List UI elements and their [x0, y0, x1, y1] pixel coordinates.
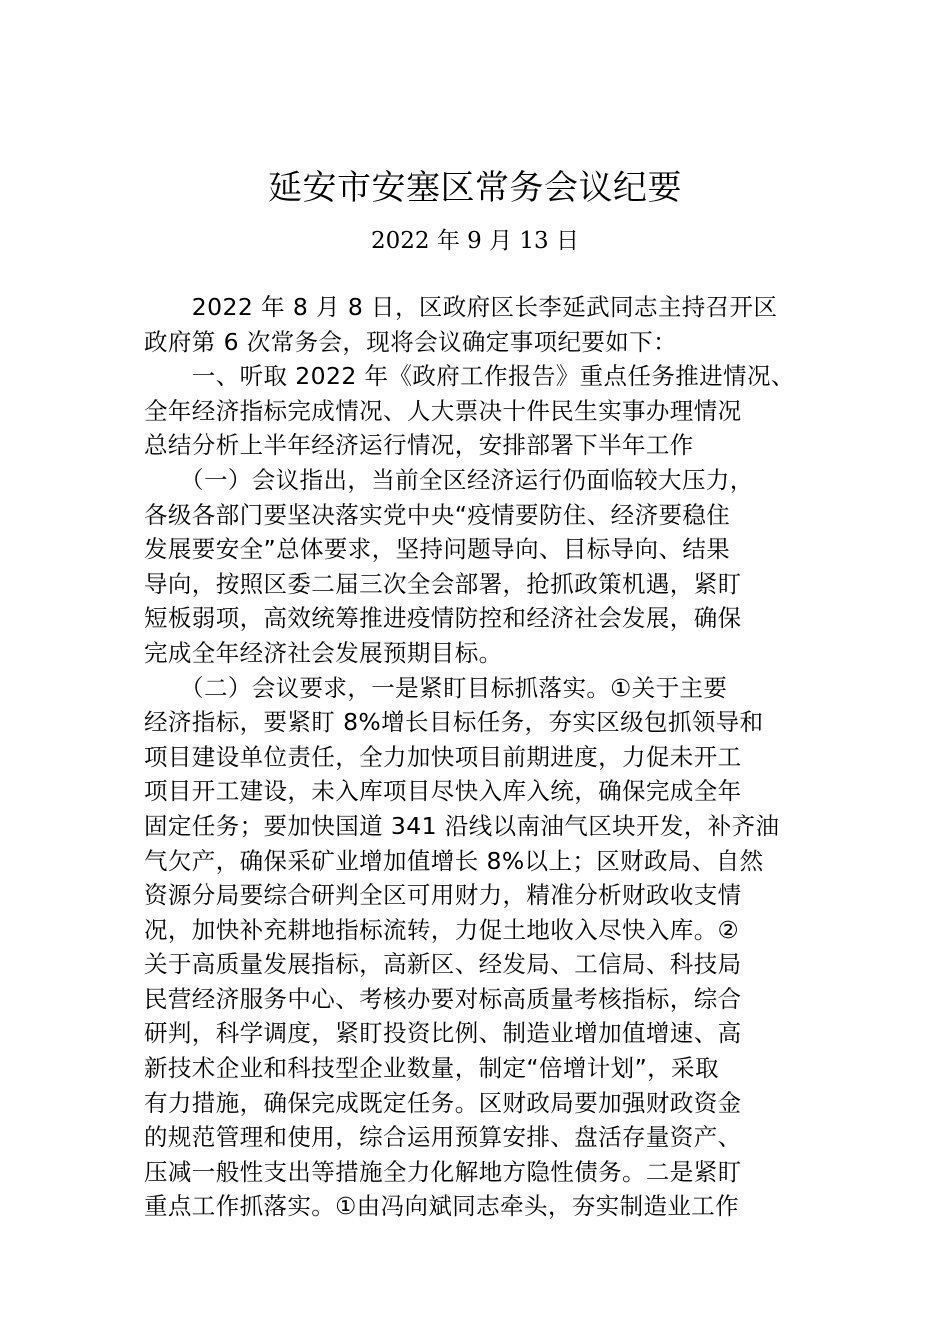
body-line: 完成全年经济社会发展预期目标。 [144, 638, 503, 667]
body-line: 短板弱项，高效统筹推进疫情防控和经济社会发展，确保 [144, 604, 742, 633]
body-line: 导向，按照区委二届三次全会部署，抢抓政策机遇，紧盯 [144, 569, 742, 598]
body-line: 全年经济指标完成情况、人大票决十件民生实事办理情况 [144, 396, 742, 425]
body-line: 政府第 6 次常务会，现将会议确定事项纪要如下： [144, 327, 677, 356]
body-line: 固定任务；要加快国道 341 沿线以南油气区块开发，补齐油 [144, 811, 780, 840]
body-line: 研判，科学调度，紧盯投资比例、制造业增加值增速、高 [144, 1019, 742, 1048]
body-line: 关于高质量发展指标，高新区、经发局、工信局、科技局 [144, 950, 742, 979]
body-line: 一、听取 2022 年《政府工作报告》重点任务推进情况、 [144, 362, 795, 391]
body-line: 各级各部门要坚决落实党中央“疫情要防住、经济要稳住 [144, 500, 731, 529]
body-line: 资源分局要综合研判全区可用财力，精准分析财政收支情 [144, 881, 742, 910]
body-line: 的规范管理和使用，综合运用预算安排、盘活存量资产、 [144, 1123, 742, 1152]
body-line: 民营经济服务中心、考核办要对标高质量考核指标，综合 [144, 984, 742, 1013]
body-line: 气欠产，确保采矿业增加值增长 8%以上；区财政局、自然 [144, 846, 764, 875]
body-line: 发展要安全”总体要求，坚持问题导向、目标导向、结果 [144, 535, 731, 564]
body-line: 项目开工建设，未入库项目尽快入库入统，确保完成全年 [144, 777, 742, 806]
body-line: 新技术企业和科技型企业数量，制定“倍增计划”，采取 [144, 1054, 719, 1083]
body-line: 有力措施，确保完成既定任务。区财政局要加强财政资金 [144, 1088, 742, 1117]
body-line: 经济指标，要紧盯 8%增长目标任务，夯实区级包抓领导和 [144, 708, 764, 737]
document-body [144, 290, 814, 1224]
body-line: 2022 年 8 月 8 日，区政府区长李延武同志主持召开区 [144, 293, 778, 321]
body-line: （一）会议指出，当前全区经济运行仍面临较大压力， [144, 465, 754, 494]
body-line: 项目建设单位责任，全力加快项目前期进度，力促未开工 [144, 742, 742, 771]
body-line: 压减一般性支出等措施全力化解地方隐性债务。二是紧盯 [144, 1157, 742, 1186]
document-title: 延安市安塞区常务会议纪要 [268, 168, 682, 208]
body-line: 重点工作抓落实。①由冯向斌同志牵头，夯实制造业工作 [144, 1192, 740, 1221]
body-line: 总结分析上半年经济运行情况，安排部署下半年工作 [144, 431, 694, 460]
body-line: （二）会议要求，一是紧盯目标抓落实。①关于主要 [144, 673, 728, 702]
body-line: 况，加快补充耕地指标流转，力促土地收入尽快入库。② [144, 915, 740, 944]
document-date: 2022 年 9 月 13 日 [371, 228, 579, 254]
